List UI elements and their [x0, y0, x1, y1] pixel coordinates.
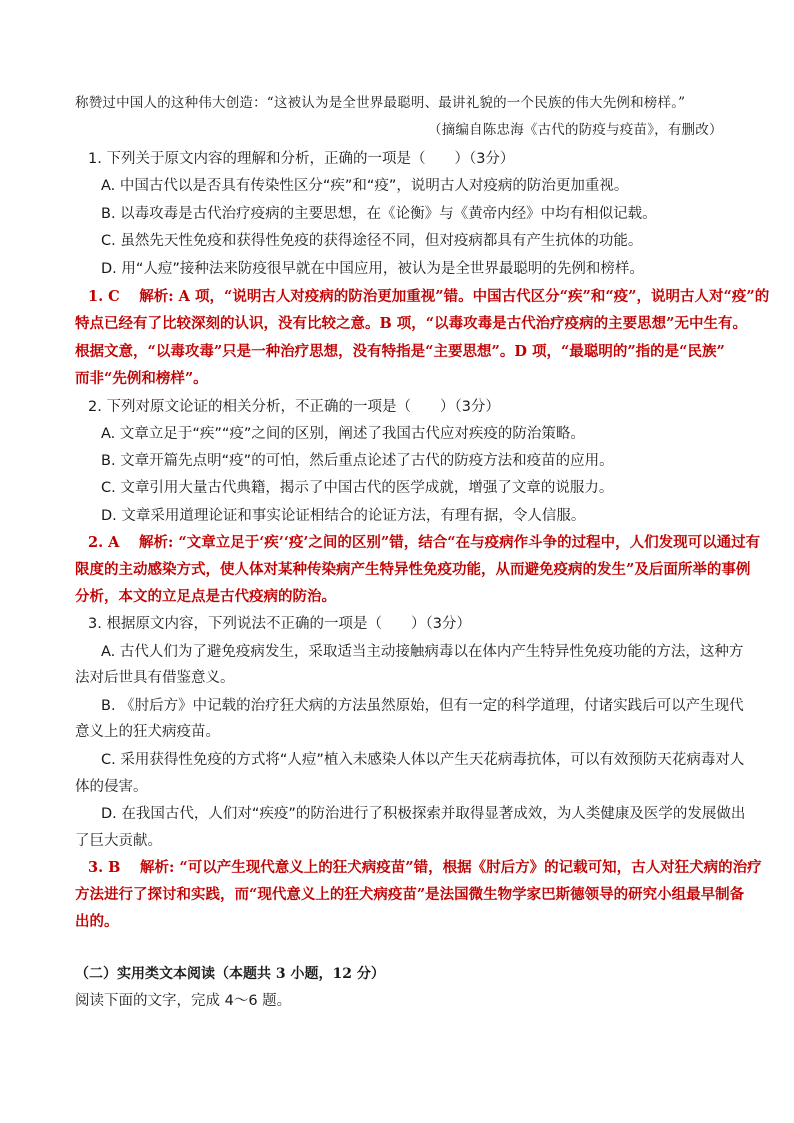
question-1-option-a: A. 中国古代以是否具有传染性区分“疾”和“疫”，说明古人对疫病的防治更加重视。 [101, 178, 629, 194]
question-3-answer-line: 方法进行了探讨和实践，而“现代意义上的狂犬病疫苗”是法国微生物学家巴斯德领导的研究小组最早制备 [75, 886, 745, 903]
question-3-option-a-cont: 法对后世具有借鉴意义。 [75, 670, 235, 686]
question-2-option-b: B. 文章开篇先点明“疫”的可怕，然后重点论述了古代的防疫方法和疫苗的应用。 [101, 453, 614, 469]
question-3-answer-line: 出的。 [75, 913, 119, 930]
question-2-option-c: C. 文章引用大量古代典籍，揭示了中国古代的医学成就，增强了文章的说服力。 [101, 480, 614, 496]
question-2-answer-line: 分析，本文的立足点是古代疫病的防治。 [75, 588, 336, 605]
question-1-answer-line: 根据文意，“以毒攻毒”只是一种治疗思想，没有特指是“主要思想”。D 项，“最聪明的”指的是“民族” [75, 343, 725, 360]
question-3-option-b-cont: 意义上的狂犬病疫苗。 [75, 724, 220, 740]
question-3-stem: 3. 根据原文内容，下列说法不正确的一项是（ ）（3分） [88, 616, 471, 632]
question-2-answer-line: 限度的主动感染方式，使人体对某种传染病产生特异性免疫功能，从而避免疫病的发生”及后面所举的事例 [75, 561, 751, 578]
question-1-option-c: C. 虽然先天性免疫和获得性免疫的获得途径不同，但对疫病都具有产生抗体的功能。 [101, 233, 643, 249]
question-1-stem: 1. 下列关于原文内容的理解和分析，正确的一项是（ ）（3分） [88, 151, 515, 167]
question-3-option-c: C. 采用获得性免疫的方式将“人痘”植入未感染人体以产生天花病毒抗体，可以有效预防天花病毒对人 [101, 752, 745, 768]
question-3-option-d: D. 在我国古代，人们对“疾疫”的防治进行了积极探索并取得显著成效，为人类健康及医学的发展做出 [101, 806, 746, 822]
question-3-answer-line: 3. B 解析: “可以产生现代意义上的狂犬病疫苗”错，根据《肘后方》的记载可知，古人对狂犬病的治疗 [88, 859, 762, 876]
question-1-option-b: B. 以毒攻毒是古代治疗疫病的主要思想，在《论衡》与《黄帝内经》中均有相似记载。 [101, 206, 657, 222]
question-2-stem: 2. 下列对原文论证的相关分析，不正确的一项是（ ）（3分） [88, 399, 500, 415]
passage-source: （摘编自陈忠海《古代的防疫与疫苗》，有删改） [428, 122, 723, 138]
question-1-answer-line: 而非“先例和榜样”。 [75, 370, 208, 387]
question-1-answer-line: 1. C 解析: A 项，“说明古人对疫病的防治更加重视”错。中国古代区分“疾”和“疫”，说明古人对“疫”的 [88, 288, 770, 305]
question-3-option-a: A. 古代人们为了避免疫病发生，采取适当主动接触病毒以在体内产生特异性免疫功能的方法，这种方 [101, 644, 744, 660]
section-title: （二）实用类文本阅读（本题共 3 小题，12 分） [75, 966, 385, 982]
question-1-answer-line: 特点已经有了比较深刻的认识，没有比较之意。B 项，“以毒攻毒是古代治疗疫病的主要思想”无中生有。 [75, 315, 747, 332]
question-3-option-d-cont: 了巨大贡献。 [75, 833, 162, 849]
passage-end-line: 称赞过中国人的这种伟大创造：“这被认为是全世界最聪明、最讲礼貌的一个民族的伟大先例和榜样。” [75, 95, 686, 111]
question-3-option-c-cont: 体的侵害。 [75, 779, 148, 795]
question-3-option-b: B. 《肘后方》中记载的治疗狂犬病的方法虽然原始，但有一定的科学道理，付诸实践后可以产生现代 [101, 698, 744, 714]
section-instruction: 阅读下面的文字，完成 4～6 题。 [75, 993, 292, 1009]
question-2-option-d: D. 文章采用道理论证和事实论证相结合的论证方法，有理有据，令人信服。 [101, 508, 586, 524]
question-2-answer-line: 2. A 解析: “文章立足于‘疾’‘疫’之间的区别”错，结合“在与疫病作斗争的过程中，人们发现可以通过有 [88, 534, 761, 551]
question-1-option-d: D. 用“人痘”接种法来防疫很早就在中国应用，被认为是全世界最聪明的先例和榜样。 [101, 261, 644, 277]
question-2-option-a: A. 文章立足于“疾”“疫”之间的区别，阐述了我国古代应对疾疫的防治策略。 [101, 426, 585, 442]
